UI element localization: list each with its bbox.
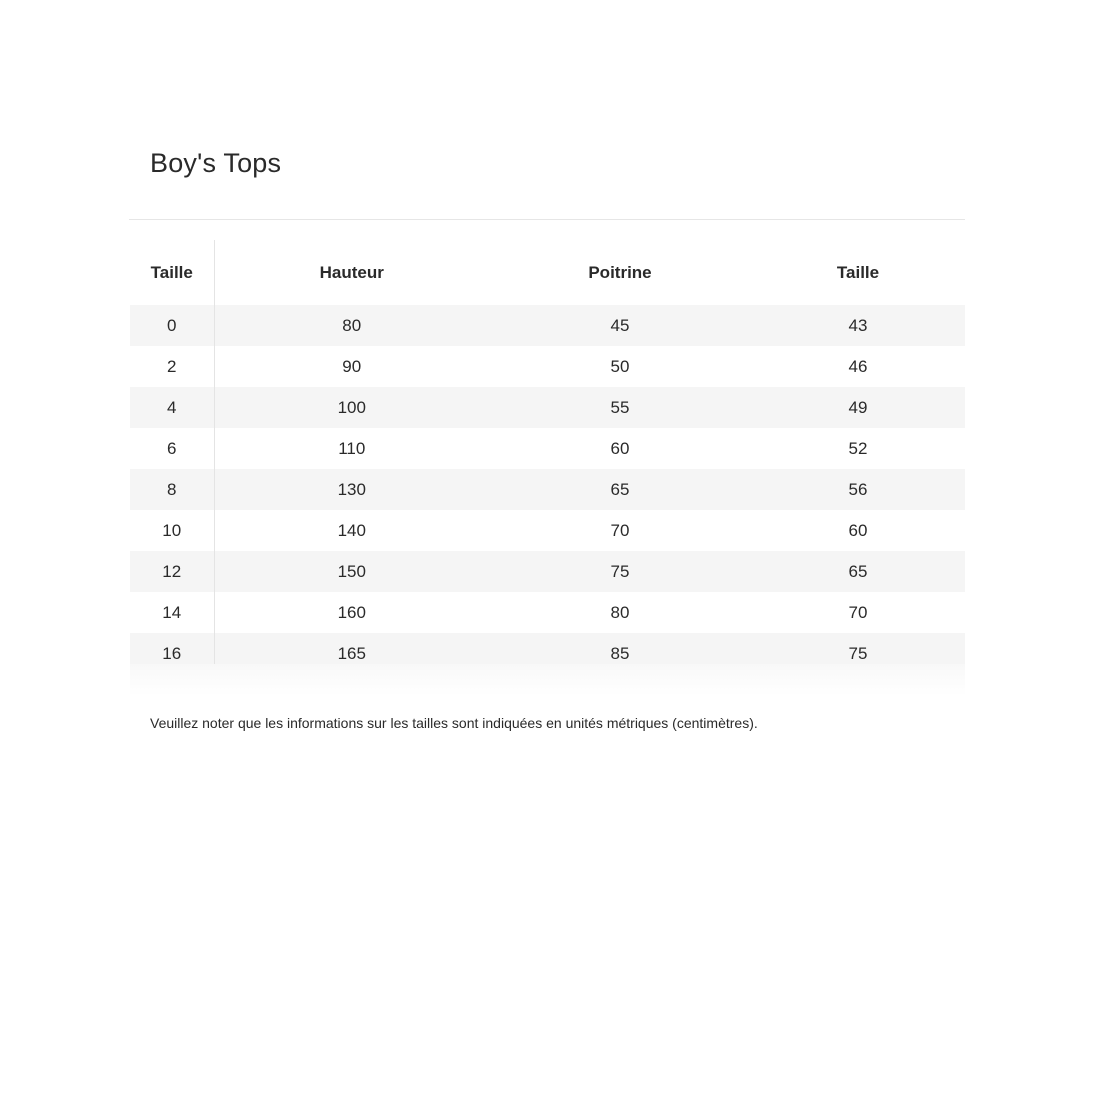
cell-chest: 50 bbox=[610, 356, 630, 376]
cell-chest: 70 bbox=[610, 520, 630, 540]
cell-size: 0 bbox=[130, 305, 214, 346]
cell-chest: 45 bbox=[489, 305, 751, 346]
cell-size: 16 bbox=[130, 633, 214, 664]
cell-size: 12 bbox=[130, 551, 214, 592]
cell-height: 165 bbox=[214, 633, 489, 664]
cell-waist: 52 bbox=[848, 438, 868, 458]
cell-height: 130 bbox=[214, 469, 489, 510]
table-row bbox=[130, 633, 965, 664]
table-row bbox=[130, 469, 965, 510]
cell-height: 110 bbox=[338, 438, 366, 458]
page-title: Boy's Tops bbox=[150, 148, 282, 178]
header-hauteur: Hauteur bbox=[319, 262, 384, 282]
cell-size: 14 bbox=[130, 592, 214, 633]
cell-size: 4 bbox=[130, 387, 214, 428]
cell-chest: 55 bbox=[489, 387, 751, 428]
cell-chest: 80 bbox=[610, 602, 630, 622]
cell-height: 90 bbox=[342, 356, 362, 376]
table-row bbox=[130, 305, 965, 346]
cell-size: 6 bbox=[130, 428, 214, 469]
cell-waist: 49 bbox=[751, 387, 965, 428]
cell-chest: 60 bbox=[610, 438, 630, 458]
cell-waist: 60 bbox=[848, 520, 868, 540]
cell-chest: 65 bbox=[489, 469, 751, 510]
table-row bbox=[130, 510, 965, 551]
cell-size: 8 bbox=[130, 469, 214, 510]
header-poitrine: Poitrine bbox=[588, 262, 652, 282]
cell-waist: 70 bbox=[848, 602, 868, 622]
cell-size: 10 bbox=[130, 510, 214, 551]
cell-chest: 75 bbox=[489, 551, 751, 592]
cell-chest: 85 bbox=[489, 633, 751, 664]
cell-waist: 65 bbox=[751, 551, 965, 592]
cell-waist: 46 bbox=[848, 356, 868, 376]
cell-height: 160 bbox=[337, 602, 366, 622]
table-row bbox=[130, 387, 965, 428]
header-taille-waist: Taille bbox=[836, 262, 880, 282]
table-row bbox=[130, 428, 965, 469]
metric-units-note: Veuillez noter que les informations sur les tailles sont indiquées en unités métriques (centimètres). bbox=[150, 715, 758, 731]
size-chart-table-scroll[interactable] bbox=[130, 240, 965, 664]
cell-height: 140 bbox=[337, 520, 366, 540]
table-row bbox=[130, 592, 965, 633]
cell-height: 80 bbox=[214, 305, 489, 346]
cell-size: 2 bbox=[130, 346, 214, 387]
table-header-row bbox=[130, 240, 965, 305]
cell-height: 150 bbox=[214, 551, 489, 592]
header-taille: Taille bbox=[130, 240, 214, 305]
cell-height: 100 bbox=[214, 387, 489, 428]
size-chart-table bbox=[130, 240, 965, 664]
cell-waist: 56 bbox=[751, 469, 965, 510]
table-row bbox=[130, 551, 965, 592]
cell-waist: 43 bbox=[751, 305, 965, 346]
cell-waist: 75 bbox=[751, 633, 965, 664]
table-fade-overlay bbox=[130, 664, 965, 696]
table-row bbox=[130, 346, 965, 387]
title-divider bbox=[129, 219, 965, 220]
